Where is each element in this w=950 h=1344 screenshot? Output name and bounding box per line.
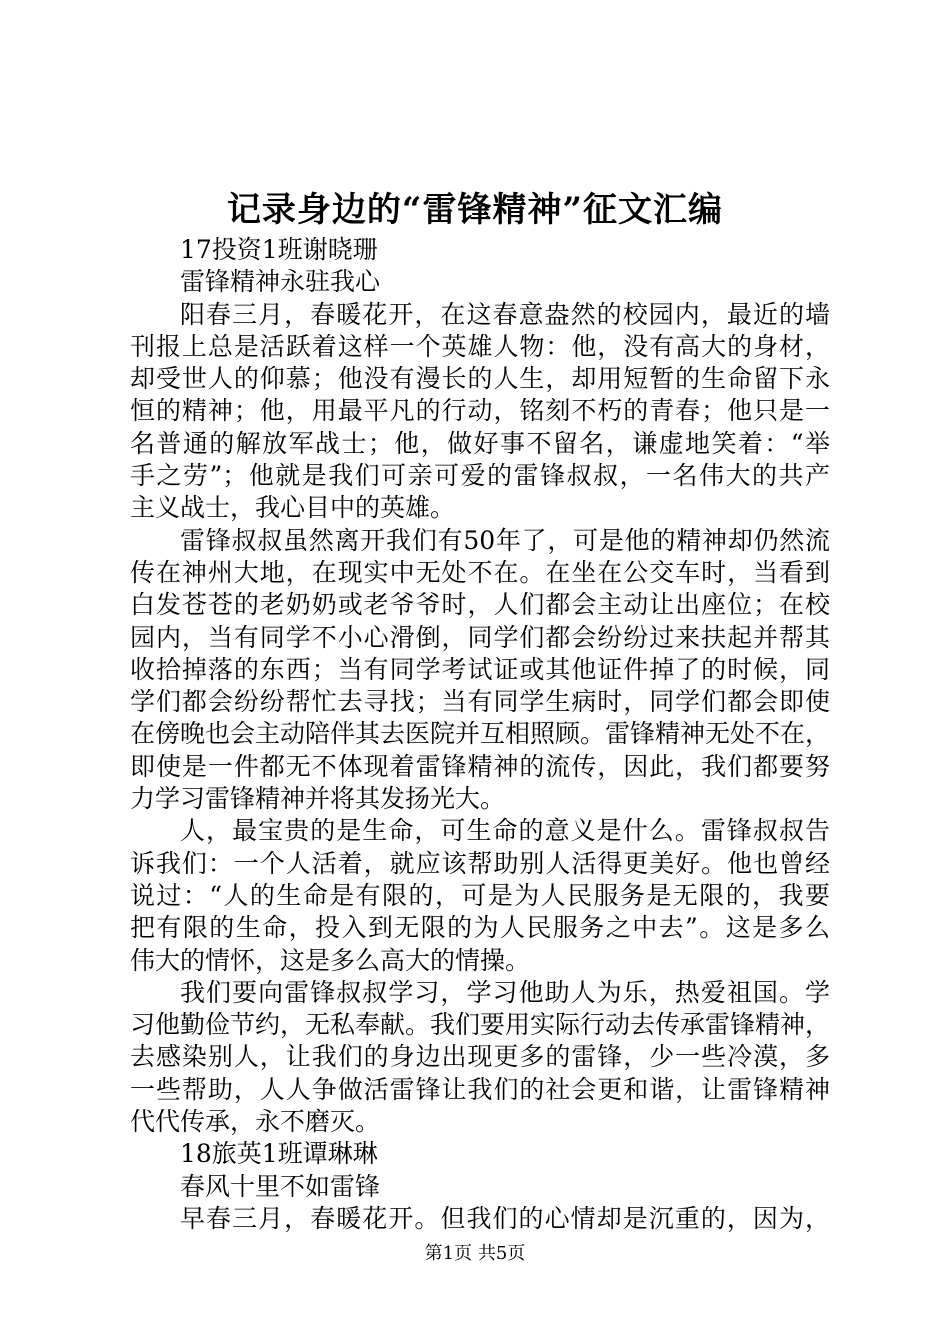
paragraph-line: 刊报上总是活跃着这样一个英雄人物：他，没有高大的身材，	[130, 331, 830, 361]
paragraph-line: 去感染别人，让我们的身边出现更多的雷锋，少一些冷漠，多	[130, 1042, 830, 1072]
page-footer: 第1页 共5页	[424, 1243, 526, 1264]
paragraph-line: 名普通的解放军战士；他，做好事不留名，谦虚地笑着：“举	[130, 428, 830, 458]
paragraph-line: 白发苍苍的老奶奶或老爷爷时，人们都会主动让出座位；在校	[130, 590, 830, 620]
paragraph-line: 传在神州大地，在现实中无处不在。在坐在公交车时，当看到	[130, 557, 830, 587]
author-line: 17投资1班谢晓珊	[180, 235, 378, 264]
paragraph-line: 恒的精神；他，用最平凡的行动，铭刻不朽的青春；他只是一	[130, 396, 830, 426]
paragraph-line: 我们要向雷锋叔叔学习，学习他助人为乐，热爱祖国。学	[180, 977, 830, 1007]
author-line: 18旅英1班谭琳琳	[180, 1139, 378, 1169]
paragraph-line: 说过：“人的生命是有限的，可是为人民服务是无限的，我要	[130, 880, 830, 910]
document-body	[130, 234, 830, 1235]
paragraph-line: 代代传承，永不磨灭。	[130, 1107, 381, 1137]
paragraph-line: 一些帮助，人人争做活雷锋让我们的社会更和谐，让雷锋精神	[130, 1074, 830, 1104]
paragraph-line: 力学习雷锋精神并将其发扬光大。	[130, 784, 506, 814]
paragraph-line: 把有限的生命，投入到无限的为人民服务之中去”。这是多么	[130, 913, 830, 943]
paragraph-line: 手之劳”；他就是我们可亲可爱的雷锋叔叔，一名伟大的共产	[130, 461, 830, 491]
paragraph-line: 主义战士，我心目中的英雄。	[130, 493, 456, 523]
paragraph-line: 在傍晚也会主动陪伴其去医院并互相照顾。雷锋精神无处不在，	[130, 719, 831, 749]
paragraph-line: 人，最宝贵的是生命，可生命的意义是什么。雷锋叔叔告	[180, 816, 830, 846]
page-title: 记录身边的“雷锋精神”征文汇编	[226, 190, 724, 230]
section-heading: 雷锋精神永驻我心	[180, 267, 381, 297]
paragraph-line: 收拾掉落的东西；当有同学考试证或其他证件掉了的时候，同	[130, 654, 830, 684]
paragraph-line: 学们都会纷纷帮忙去寻找；当有同学生病时，同学们都会即使	[130, 687, 830, 717]
paragraph-line: 诉我们：一个人活着，就应该帮助别人活得更美好。他也曾经	[130, 848, 830, 878]
paragraph-line: 习他勤俭节约，无私奉献。我们要用实际行动去传承雷锋精神，	[130, 1010, 831, 1040]
paragraph-line: 早春三月，春暖花开。但我们的心情却是沉重的，因为，	[180, 1203, 830, 1233]
paragraph-line: 阳春三月，春暖花开，在这春意盎然的校园内，最近的墙	[180, 299, 830, 329]
section-heading: 春风十里不如雷锋	[180, 1171, 381, 1201]
paragraph-line: 即使是一件都无不体现着雷锋精神的流传，因此，我们都要努	[130, 751, 830, 781]
paragraph-line: 雷锋叔叔虽然离开我们有50年了，可是他的精神却仍然流	[180, 525, 830, 555]
paragraph-line: 园内，当有同学不小心滑倒，同学们都会纷纷过来扶起并帮其	[130, 622, 830, 652]
paragraph-line: 伟大的情怀，这是多么高大的情操。	[130, 945, 531, 975]
paragraph-line: 却受世人的仰慕；他没有漫长的人生，却用短暂的生命留下永	[130, 364, 830, 394]
